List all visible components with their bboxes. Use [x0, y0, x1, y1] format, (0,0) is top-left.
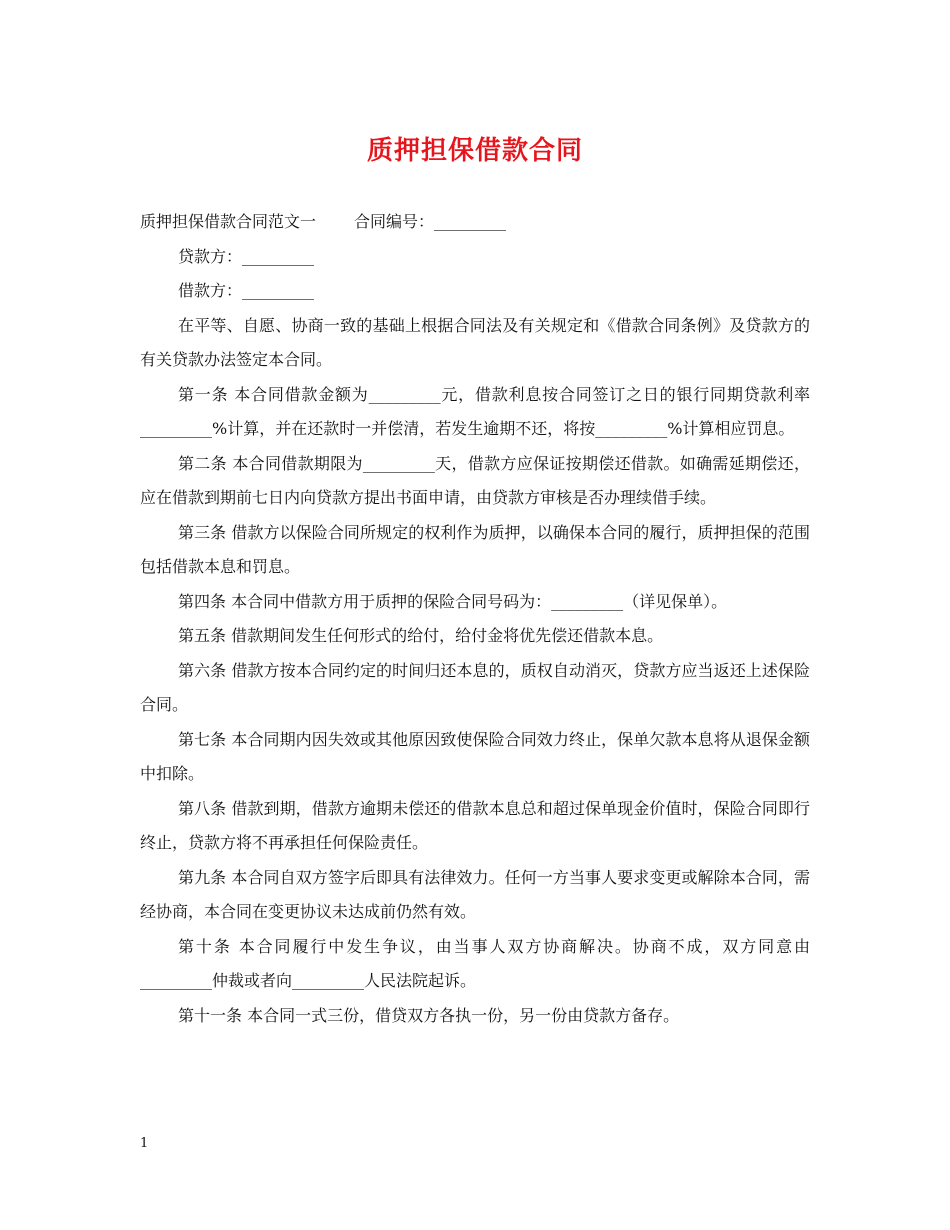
document-title: 质押担保借款合同	[366, 136, 583, 166]
article-3: 第三条 借款方以保险合同所规定的权利作为质押，以确保本合同的履行，质押担保的范围包括借款本息和罚息。	[140, 522, 810, 576]
document-body	[140, 205, 810, 1033]
header-line	[140, 205, 810, 240]
article-11: 第十一条 本合同一式三份，借贷双方各执一份，另一份由贷款方备存。	[178, 1005, 680, 1025]
article-7: 第七条 本合同期内因失效或其他原因致使保险合同效力终止，保单欠款本息将从退保金额中扣除。	[140, 729, 810, 783]
article-9: 第九条 本合同自双方签字后即具有法律效力。任何一方当事人要求变更或解除本合同，需经协商，本合同在变更协议未达成前仍然有效。	[140, 867, 810, 921]
article-2: 第二条 本合同借款期限为_________天，借款方应保证按期偿还借款。如确需延期偿还，应在借款到期前七日内向贷款方提出书面申请，由贷款方审核是否办理续借手续。	[140, 453, 810, 507]
page-number: 1	[140, 1136, 149, 1151]
article-10: 第十条 本合同履行中发生争议，由当事人双方协商解决。协商不成，双方同意由_________仲裁或者向_________人民法院起诉。	[140, 936, 810, 990]
contract-number: 合同编号：_________	[354, 212, 507, 231]
article-8: 第八条 借款到期，借款方逾期未偿还的借款本息总和超过保单现金价值时，保险合同即行终止，贷款方将不再承担任何保险责任。	[140, 798, 810, 852]
preamble-paragraph: 在平等、自愿、协商一致的基础上根据合同法及有关规定和《借款合同条例》及贷款方的有关贷款办法签定本合同。	[140, 315, 810, 369]
lender-line: 贷款方：_________	[178, 246, 315, 266]
article-6: 第六条 借款方按本合同约定的时间归还本息的，质权自动消灭，贷款方应当返还上述保险合同。	[140, 660, 810, 714]
borrower-line: 借款方：_________	[178, 281, 315, 300]
article-5: 第五条 借款期间发生任何形式的给付，给付金将优先偿还借款本息。	[178, 626, 664, 645]
template-label: 质押担保借款合同范文一	[140, 212, 317, 231]
article-1: 第一条 本合同借款金额为_________元，借款利息按合同签订之日的银行同期贷款利率_________%计算，并在还款时一并偿清，若发生逾期不还，将按_________%计算相应罚息。	[140, 384, 810, 438]
article-4: 第四条 本合同中借款方用于质押的保险合同号码为：_________（详见保单）。	[178, 591, 728, 611]
